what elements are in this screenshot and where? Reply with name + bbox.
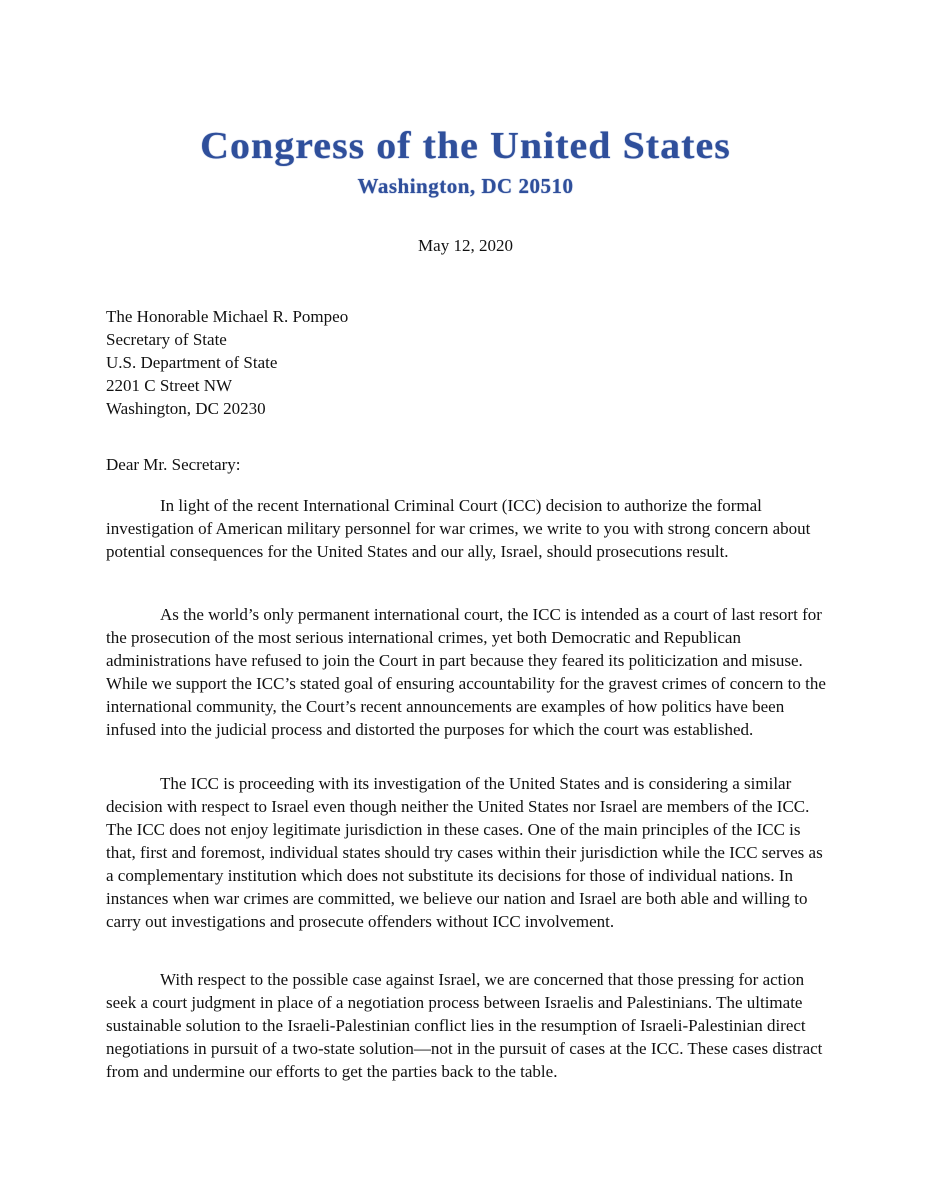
letter-date: May 12, 2020 <box>418 236 513 255</box>
body-paragraph-1 <box>106 494 830 563</box>
recipient-city: Washington, DC 20230 <box>106 399 266 418</box>
body-paragraph-2 <box>106 603 830 741</box>
letterhead-subtitle: Washington, DC 20510 <box>357 174 574 198</box>
salutation: Dear Mr. Secretary: <box>106 455 241 474</box>
paragraph-text: In light of the recent International Criminal Court (ICC) decision to authorize the formal investigation of American military personnel for war crimes, we write to you with strong concern about potential consequences for the United States and our ally, Israel, should prosecutions result. <box>106 496 811 561</box>
paragraph-text: With respect to the possible case against Israel, we are concerned that those pressing for action seek a court judgment in place of a negotiation process between Israelis and Palestinians. The ultimate sustainable solution to the Israeli-Palestinian conflict lies in the resumption of Israeli-Palestinian direct negotiations in pursuit of a two-state solution—not in the pursuit of cases at the ICC. These cases distract from and undermine our efforts to get the parties back to the table. <box>106 970 823 1081</box>
paragraph-text: The ICC is proceeding with its investigation of the United States and is considering a similar decision with respect to Israel even though neither the United States nor Israel are members of the ICC. The ICC does not enjoy legitimate jurisdiction in these cases. One of the main principles of the ICC is that, first and foremost, individual states should try cases within their jurisdiction while the ICC serves as a complementary institution which does not substitute its decisions for those of individual nations. In instances when war crimes are committed, we believe our nation and Israel are both able and willing to carry out investigations and prosecute offenders without ICC involvement. <box>106 774 823 931</box>
body-paragraph-3 <box>106 772 830 933</box>
paragraph-text: As the world’s only permanent international court, the ICC is intended as a court of last resort for the prosecution of the most serious international crimes, yet both Democratic and Republican administrations have refused to join the Court in part because they feared its politicization and misuse. While we support the ICC’s stated goal of ensuring accountability for the gravest crimes of concern to the international community, the Court’s recent announcements are examples of how politics have been infused into the judicial process and distorted the purposes for which the court was established. <box>106 605 826 739</box>
recipient-department: U.S. Department of State <box>106 353 278 372</box>
recipient-street: 2201 C Street NW <box>106 376 233 395</box>
recipient-address <box>106 305 348 420</box>
letterhead-title: Congress of the United States <box>200 125 731 167</box>
recipient-name: The Honorable Michael R. Pompeo <box>106 307 349 326</box>
recipient-title: Secretary of State <box>106 330 227 349</box>
body-paragraph-4 <box>106 968 830 1083</box>
